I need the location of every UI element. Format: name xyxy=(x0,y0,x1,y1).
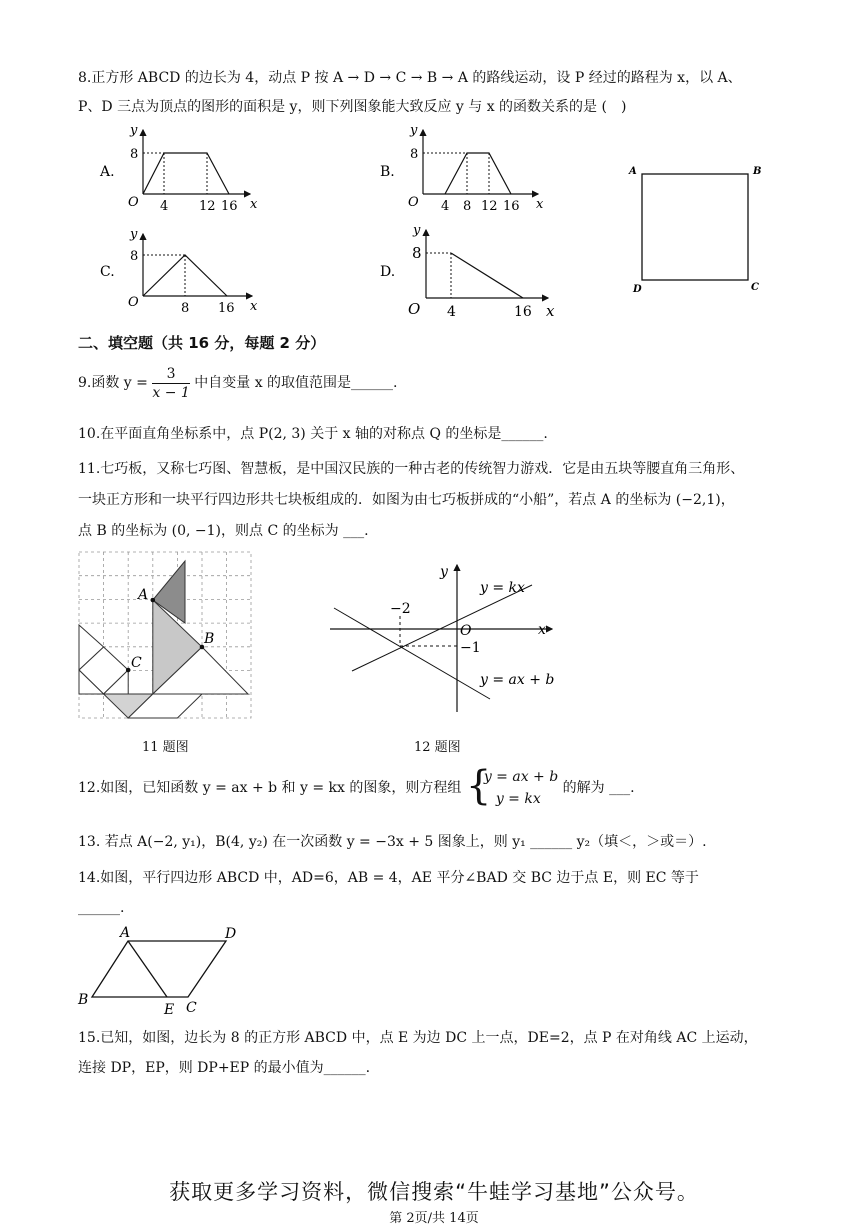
vertex-b-label: B xyxy=(78,992,89,1008)
x-tick: 16 xyxy=(503,199,520,214)
q12-text xyxy=(78,764,635,812)
q9-numerator: 3 xyxy=(152,365,189,384)
q8-option-c-graph xyxy=(100,226,270,318)
point-b-label: B xyxy=(204,631,215,647)
y-tick-8: 8 xyxy=(412,244,422,262)
x-tick: 12 xyxy=(199,199,216,214)
option-label: A. xyxy=(100,164,115,180)
q11-caption: 11 题图 xyxy=(142,740,189,755)
option-label: D. xyxy=(380,264,396,280)
vertex-c-label: C xyxy=(186,1000,197,1016)
q12-system xyxy=(465,763,559,810)
vertex-a-label: A xyxy=(120,925,131,941)
axis-x-label: x xyxy=(538,622,546,638)
origin-label: O xyxy=(128,295,139,310)
q12-eq2: y = kx xyxy=(495,791,541,807)
x-tick: 16 xyxy=(221,199,238,214)
axis-x-label: x xyxy=(536,197,544,212)
q8-option-b-graph xyxy=(380,122,550,214)
q12-eq1: y = ax + b xyxy=(483,769,559,785)
q13-text: 13. 若点 A(−2, y₁)，B(4, y₂) 在一次函数 y = −3x + 5 图象上，则 y₁ ______ y₂（填＜，＞或＝）. xyxy=(78,834,707,850)
axis-y-label: y xyxy=(413,223,421,238)
x-tick: 4 xyxy=(441,199,450,214)
tick-x-label: −2 xyxy=(390,601,411,617)
q8-square-figure xyxy=(625,162,765,294)
option-label: B. xyxy=(380,164,395,180)
q8-option-d-graph xyxy=(380,222,560,320)
axis-y-label: y xyxy=(410,123,418,138)
vertex-d-label: D xyxy=(633,284,642,295)
x-tick: 12 xyxy=(481,199,498,214)
x-tick: 8 xyxy=(181,301,190,316)
axis-y-label: y xyxy=(130,123,138,138)
axis-x-label: x xyxy=(546,302,555,320)
x-tick: 16 xyxy=(514,304,532,320)
q11-text-line3: 点 B 的坐标为 (0, −1)，则点 C 的坐标为 ___. xyxy=(78,523,369,539)
q8-option-a-graph xyxy=(100,122,270,214)
q10-text: 10.在平面直角坐标系中，点 P(2, 3) 关于 x 轴的对称点 Q 的坐标是______. xyxy=(78,426,548,442)
q9-prefix: 9.函数 y = xyxy=(78,375,148,391)
point-c-label: C xyxy=(131,655,142,671)
brace-icon: { xyxy=(465,763,492,809)
x-tick: 8 xyxy=(463,199,472,214)
q8-text-line1: 8.正方形 ABCD 的边长为 4，动点 P 按 A → D → C → B → A 的路线运动，设 P 经过的路程为 x，以 A、 xyxy=(78,70,742,86)
x-tick: 4 xyxy=(447,304,456,320)
x-tick: 16 xyxy=(218,301,235,316)
q11-tangram-figure xyxy=(78,551,254,721)
q9-suffix: 中自变量 x 的取值范围是______. xyxy=(194,375,398,391)
q15-text-line2: 连接 DP，EP，则 DP+EP 的最小值为______. xyxy=(78,1060,371,1076)
origin-label: O xyxy=(128,195,139,210)
origin-label: O xyxy=(408,195,419,210)
axis-y-label: y xyxy=(130,227,138,242)
q15-text-line1: 15.已知，如图，边长为 8 的正方形 ABCD 中，点 E 为边 DC 上一点，DE=2，点 P 在对角线 AC 上运动， xyxy=(78,1030,758,1046)
vertex-b-label: B xyxy=(753,166,762,177)
origin-label: O xyxy=(460,623,472,639)
q14-text-line2: ______. xyxy=(78,900,125,916)
point-a-label: A xyxy=(138,587,149,603)
section-heading: 二、填空题（共 16 分，每题 2 分） xyxy=(78,334,326,352)
q9-denominator: x − 1 xyxy=(152,384,190,401)
q8-text-line2: P、D 三点为顶点的图形的面积是 y，则下列图象能大致反应 y 与 x 的函数关系的是 ( ) xyxy=(78,99,627,115)
vertex-e-label: E xyxy=(164,1002,175,1018)
axis-y-label: y xyxy=(440,564,448,580)
y-tick-8: 8 xyxy=(410,147,419,162)
option-label: C. xyxy=(100,264,115,280)
q12-suffix: 的解为 ___. xyxy=(562,780,635,796)
vertex-a-label: A xyxy=(629,166,637,177)
q9-fraction xyxy=(152,365,189,402)
q12-caption: 12 题图 xyxy=(414,740,461,755)
line-axb-label: y = ax + b xyxy=(480,672,555,688)
page-number: 第 2页/共 14页 xyxy=(389,1211,479,1226)
tick-y-label: −1 xyxy=(460,640,481,656)
q14-parallelogram-figure xyxy=(78,924,253,1016)
y-tick-8: 8 xyxy=(130,147,139,162)
vertex-d-label: D xyxy=(225,926,237,942)
q11-text-line2: 一块正方形和一块平行四边形共七块板组成的．如图为由七巧板拼成的“小船”，若点 A 的坐标为 (−2,1)， xyxy=(78,492,735,508)
footer-promo-text: 获取更多学习资料，微信搜索“牛蛙学习基地”公众号。 xyxy=(169,1180,699,1204)
origin-label: O xyxy=(408,300,421,318)
q14-text-line1: 14.如图，平行四边形 ABCD 中，AD=6，AB = 4，AE 平分∠BAD 交 BC 边于点 E，则 EC 等于 xyxy=(78,870,699,886)
q12-graph-figure xyxy=(330,560,560,715)
y-tick-8: 8 xyxy=(130,249,139,264)
q12-prefix: 12.如图，已知函数 y = ax + b 和 y = kx 的图象，则方程组 xyxy=(78,780,462,796)
vertex-c-label: C xyxy=(751,282,759,293)
line-kx-label: y = kx xyxy=(480,580,525,596)
q9-text xyxy=(78,364,398,402)
q11-text-line1: 11.七巧板，又称七巧图、智慧板，是中国汉民族的一种古老的传统智力游戏．它是由五块等腰直角三角形、 xyxy=(78,461,745,477)
axis-x-label: x xyxy=(250,197,258,212)
axis-x-label: x xyxy=(250,299,258,314)
x-tick: 4 xyxy=(160,199,169,214)
